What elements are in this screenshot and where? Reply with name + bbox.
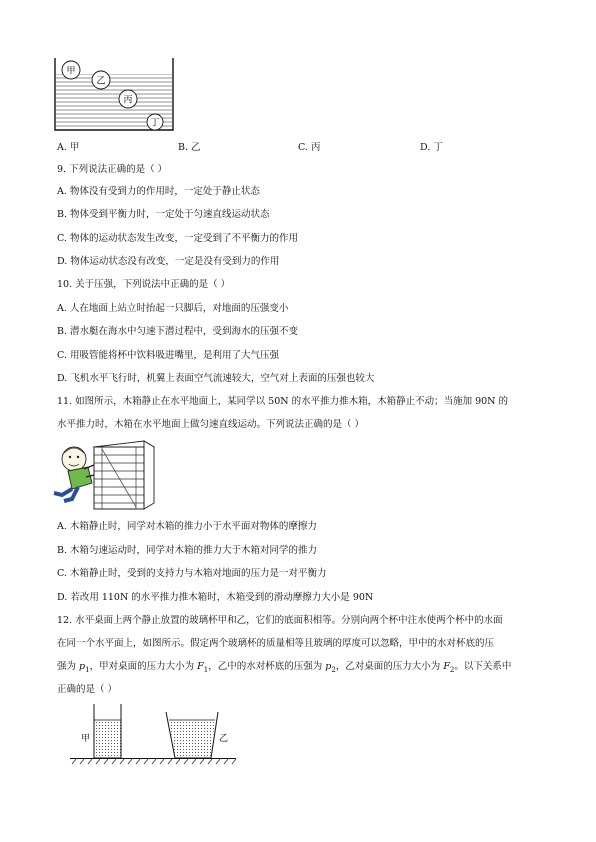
q12-sym-p2: p bbox=[325, 661, 332, 672]
q12-sub-1b: 1 bbox=[203, 665, 209, 674]
q9-option-d[interactable]: D. 物体运动状态没有改变，一定是没有受到力的作用 bbox=[57, 256, 280, 267]
label-bing: 丙 bbox=[123, 95, 133, 106]
q12-sym-p1: p bbox=[79, 661, 86, 672]
q9-option-b[interactable]: B. 物体受到平衡力时，一定处于匀速直线运动状态 bbox=[57, 209, 270, 220]
q10-option-c[interactable]: C. 用吸管能将杯中饮料吸进嘴里，是利用了大气压强 bbox=[57, 350, 279, 361]
q11-stem-line1: 11. 如图所示，木箱静止在水平地面上，某同学以 50N 的水平推力推木箱，木箱静止不动；当施加 90N 的 bbox=[57, 396, 509, 407]
cup-yi-label: 乙 bbox=[219, 734, 229, 744]
q12-sub-2b: 2 bbox=[449, 665, 455, 674]
q8-option-c[interactable]: C. 丙 bbox=[298, 142, 321, 153]
q12-line3 bbox=[57, 660, 511, 677]
q9-stem: 9. 下列说法正确的是（ ） bbox=[57, 164, 168, 175]
q9-option-a[interactable]: A. 物体没有受到力的作用时，一定处于静止状态 bbox=[57, 186, 260, 197]
label-jia: 甲 bbox=[66, 66, 76, 77]
cup-jia bbox=[94, 704, 121, 758]
q12-line3-a: 强为 bbox=[57, 661, 80, 672]
q12-sub-1a: 1 bbox=[85, 665, 90, 674]
q12-line2: 在同一个水平面上，如图所示。假定两个玻璃杯的质量相等且玻璃的厚度可以忽略，甲中的水对杯底的压 bbox=[57, 638, 495, 649]
q12-line3-e: 。以下关系中 bbox=[454, 661, 512, 672]
q11-figure bbox=[52, 437, 164, 513]
q8-option-d[interactable]: D. 丁 bbox=[420, 142, 443, 153]
label-yi: 乙 bbox=[96, 76, 106, 87]
q12-line3-d: ，乙对桌面的压力大小为 bbox=[335, 661, 444, 672]
q12-sym-f1: F bbox=[197, 661, 204, 672]
cup-jia-label: 甲 bbox=[81, 734, 91, 744]
q8-option-b[interactable]: B. 乙 bbox=[178, 142, 201, 153]
q11-option-d[interactable]: D. 若改用 110N 的水平推力推木箱时，木箱受到的滑动摩擦力大小是 90N bbox=[57, 592, 374, 603]
q12-line4: 正确的是（ ） bbox=[57, 684, 118, 695]
q8-figure bbox=[52, 56, 177, 132]
q10-option-a[interactable]: A. 人在地面上站立时抬起一只脚后，对地面的压强变小 bbox=[57, 303, 289, 314]
q10-stem: 10. 关于压强，下列说法中正确的是（ ） bbox=[57, 279, 231, 290]
label-ding: 丁 bbox=[150, 118, 160, 129]
q11-option-a[interactable]: A. 木箱静止时，同学对木箱的推力小于水平面对物体的摩擦力 bbox=[57, 521, 317, 532]
q12-sym-f2: F bbox=[443, 661, 450, 672]
cup-yi bbox=[166, 712, 218, 758]
q8-option-a[interactable]: A. 甲 bbox=[57, 142, 80, 153]
q10-option-d[interactable]: D. 飞机水平飞行时，机翼上表面空气流速较大，空气对上表面的压强也较大 bbox=[57, 373, 375, 384]
q12-sub-2a: 2 bbox=[331, 665, 336, 674]
q12-line3-c: ，乙中的水对杯底的压强为 bbox=[208, 661, 326, 672]
q10-option-b[interactable]: B. 潜水艇在海水中匀速下潜过程中，受到海水的压强不变 bbox=[57, 326, 299, 337]
q12-figure bbox=[68, 700, 238, 770]
q11-stem-line2: 水平推力时，木箱在水平地面上做匀速直线运动。下列说法正确的是（ ） bbox=[57, 419, 365, 430]
q11-option-b[interactable]: B. 木箱匀速运动时，同学对木箱的推力大于木箱对同学的推力 bbox=[57, 545, 318, 556]
q12-line3-b: ，甲对桌面的压力大小为 bbox=[89, 661, 198, 672]
q9-option-c[interactable]: C. 物体的运动状态发生改变，一定受到了不平衡力的作用 bbox=[57, 233, 298, 244]
q12-line1: 12. 水平桌面上两个静止放置的玻璃杯甲和乙，它们的底面积相等。分别向两个杯中注水使两个杯中的水面 bbox=[57, 615, 503, 626]
q11-option-c[interactable]: C. 木箱静止时，受到的支持力与木箱对地面的压力是一对平衡力 bbox=[57, 568, 327, 579]
